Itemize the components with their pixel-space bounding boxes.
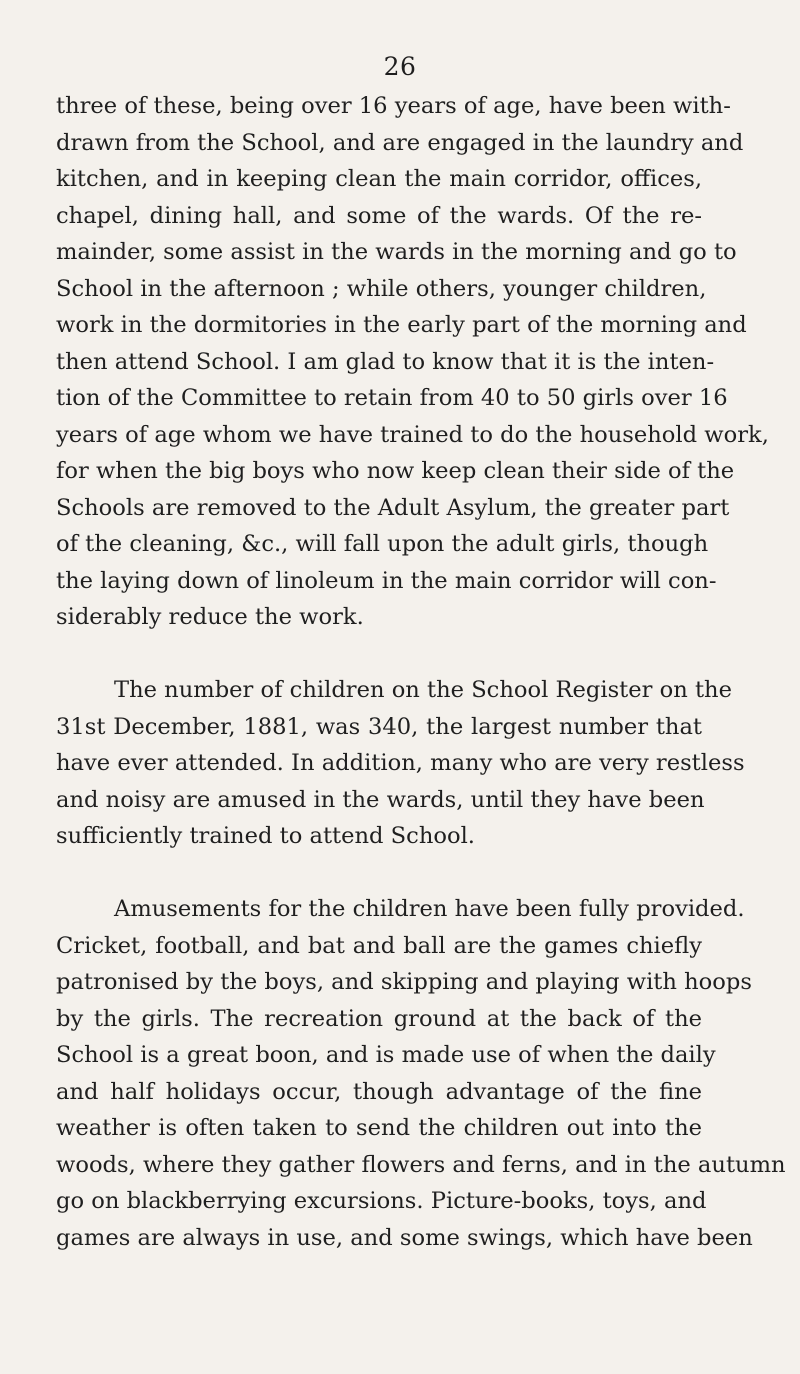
paragraph-spacer [56,855,702,892]
text-line: have ever attended. In addition, many who are very restless [56,750,745,776]
text-line: games are always in use, and some swings, which have been [56,1224,753,1251]
text-line: and half holidays occur, though advantage of the fine [56,1078,702,1105]
text-line: work in the dormitories in the early part of the morning and [56,312,747,338]
page-number: 26 [383,52,417,81]
text-line: Schools are removed to the Adult Asylum, the greater part [56,494,730,521]
paragraph-school-register [56,672,745,855]
text-line: weather is often taken to send the children out into the [56,1115,702,1141]
text-line: siderably reduce the work. [56,604,364,630]
text-line: woods, where they gather flowers and ferns, and in the autumn [56,1151,786,1178]
text-line: and noisy are amused in the wards, until they have been [56,786,705,813]
text-line: School is a great boon, and is made use of when the daily [56,1042,716,1068]
text-line: of the cleaning, &c., will fall upon the adult girls, though [56,531,709,557]
text-line: kitchen, and in keeping clean the main corridor, offices, [56,166,702,192]
text-line: tion of the Committee to retain from 40 to 50 girls over 16 [56,385,728,411]
text-line: Cricket, football, and bat and ball are the games chiefly [56,932,702,959]
text-line: School in the afternoon ; while others, younger children, [56,275,707,302]
text-line: Amusements for the children have been fully provided. [114,896,745,922]
paragraph-spacer [56,636,702,673]
text-line: patronised by the boys, and skipping and playing with hoops [56,969,752,995]
text-line: sufficiently trained to attend School. [56,823,475,849]
text-line: chapel, dining hall, and some of the wards. Of the re- [56,202,702,229]
text-line: go on blackberrying excursions. Picture-books, toys, and [56,1188,707,1214]
text-line: the laying down of linoleum in the main corridor will con- [56,567,717,594]
paragraph-laundry-and-work [56,88,769,636]
text-line: for when the big boys who now keep clean their side of the [56,458,735,484]
text-line: 31st December, 1881, was 340, the largest number that [56,713,702,740]
text-line: The number of children on the School Register on the [114,677,732,703]
text-line: then attend School. I am glad to know that it is the inten- [56,348,715,375]
text-line: mainder, some assist in the wards in the morning and go to [56,239,737,265]
text-line: by the girls. The recreation ground at the back of the [56,1005,702,1032]
text-line: years of age whom we have trained to do the household work, [56,421,769,448]
text-line: drawn from the School, and are engaged in the laundry and [56,129,744,156]
text-line: three of these, being over 16 years of age, have been with- [56,93,731,119]
paragraph-amusements [56,891,786,1256]
